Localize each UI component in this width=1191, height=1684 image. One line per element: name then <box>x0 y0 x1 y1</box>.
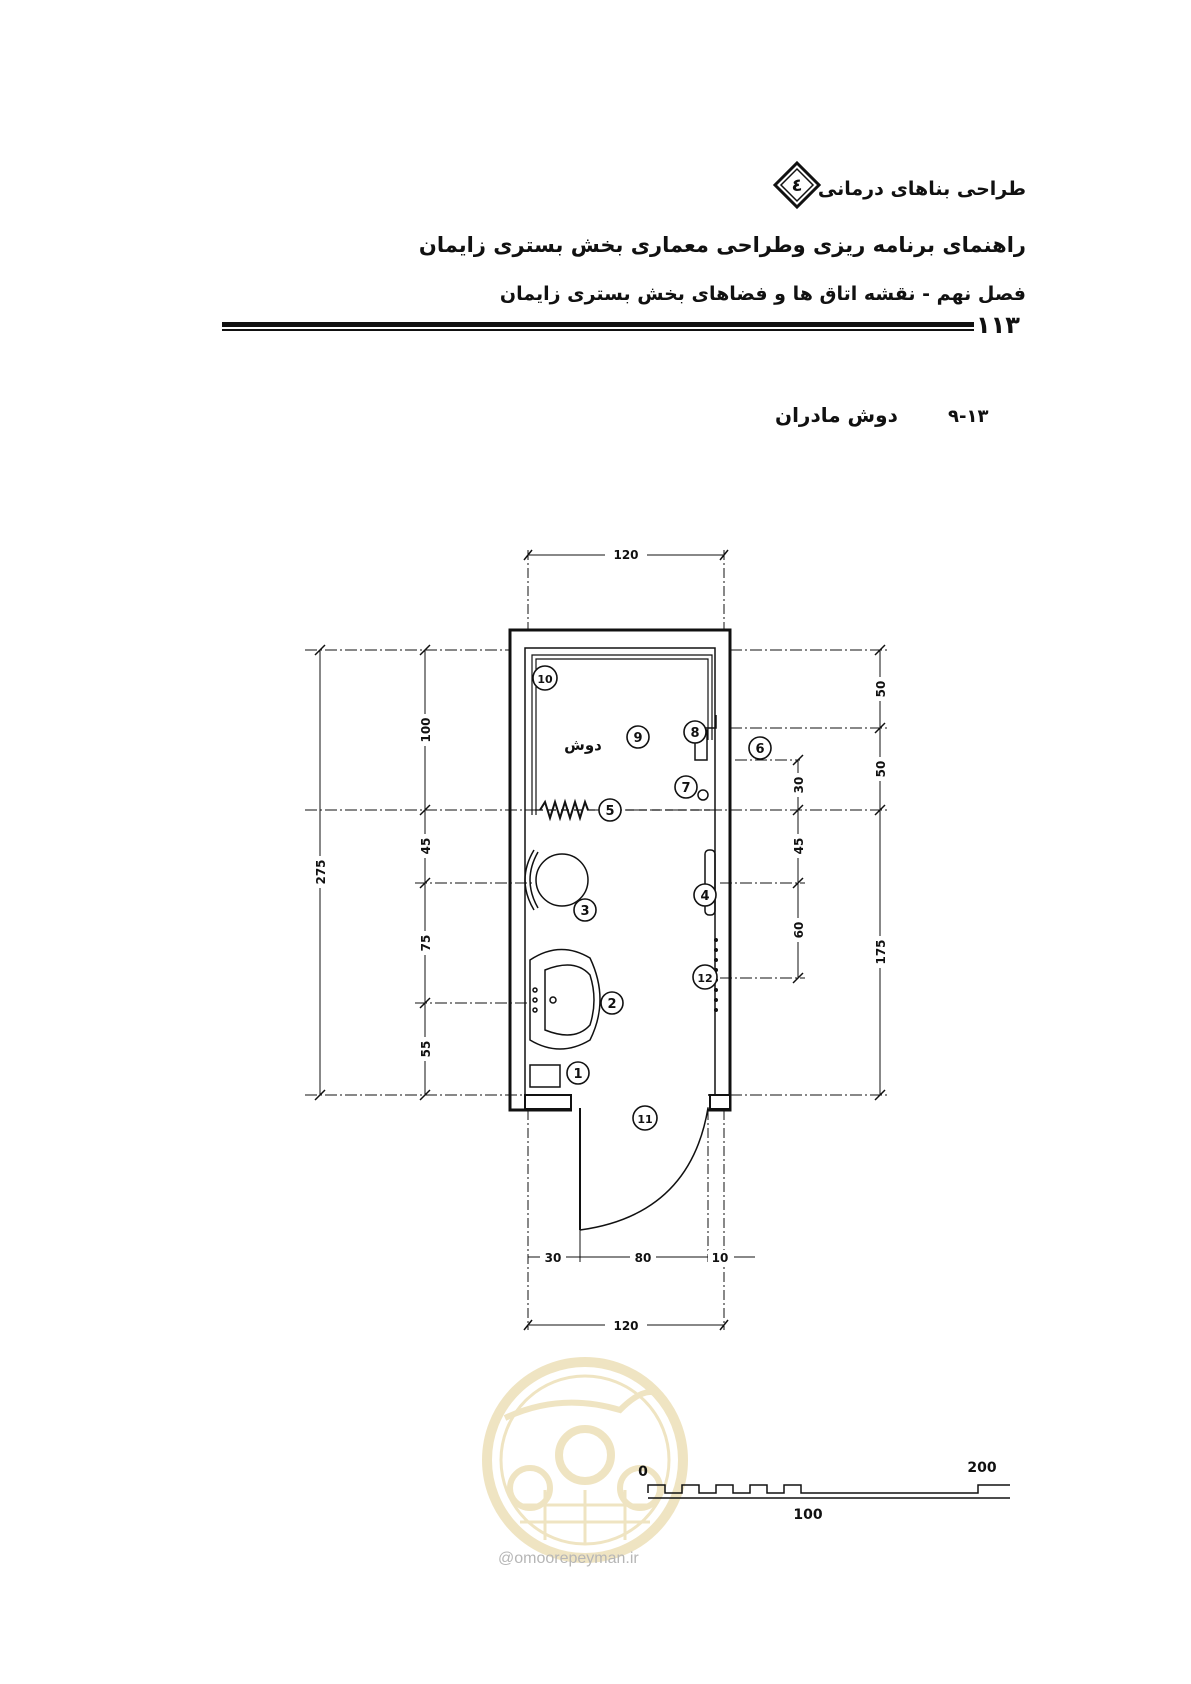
dim-right-50b: 50 <box>874 760 888 778</box>
svg-text:8: 8 <box>690 726 700 741</box>
svg-text:7: 7 <box>681 781 691 796</box>
callout-5 <box>599 799 621 821</box>
callout-2 <box>601 992 623 1014</box>
scale-bar <box>648 1485 1010 1498</box>
dim-door-left: 30 <box>544 1251 562 1265</box>
scale-start: 0 <box>638 1464 648 1480</box>
callout-6 <box>749 737 771 759</box>
section-title: دوش مادران <box>775 403 898 427</box>
book-title: راهنمای برنامه ریزی وطراحی معماری بخش بستری زایمان <box>418 233 1026 257</box>
bin <box>530 1065 560 1087</box>
room-label: دوش <box>564 736 602 754</box>
dim-left-55: 55 <box>419 1040 433 1058</box>
dim-inner-30: 30 <box>792 776 806 794</box>
callout-4 <box>694 884 716 906</box>
dim-inner-45: 45 <box>792 837 806 855</box>
chapter-title: فصل نهم - نقشه اتاق ها و فضاهای بخش بستری زایمان <box>499 283 1026 305</box>
callout-7 <box>675 776 697 798</box>
page-number: ۱۱۳ <box>976 311 1020 339</box>
callout-11 <box>633 1106 657 1130</box>
dim-total-height: 275 <box>314 859 328 885</box>
svg-text:1: 1 <box>573 1067 583 1082</box>
volume-number: ٤ <box>791 175 803 196</box>
svg-text:11: 11 <box>637 1113 653 1126</box>
dimension-labels <box>313 548 888 1333</box>
callout-1 <box>567 1062 589 1084</box>
dim-right-50a: 50 <box>874 680 888 698</box>
svg-text:6: 6 <box>755 742 765 757</box>
watermark-seal <box>487 1362 683 1558</box>
dim-left-45: 45 <box>419 837 433 855</box>
dim-left-75: 75 <box>419 934 433 952</box>
callout-12 <box>693 965 717 989</box>
svg-text:5: 5 <box>605 804 615 819</box>
dim-top-width: 120 <box>613 548 639 562</box>
dim-door-width: 80 <box>634 1251 652 1265</box>
watermark-url: @omoorepeyman.ir <box>498 1550 639 1567</box>
svg-text:12: 12 <box>697 972 713 985</box>
callout-9 <box>627 726 649 748</box>
walls <box>510 630 730 1110</box>
dim-right-175: 175 <box>874 939 888 965</box>
callout-3 <box>574 899 596 921</box>
scale-end: 200 <box>967 1460 997 1476</box>
dim-door-right: 10 <box>711 1251 729 1265</box>
washbasin <box>530 949 600 1049</box>
series-title: طراحی بناهای درمانی <box>817 178 1026 200</box>
section-number: ۹-۱۳ <box>948 406 989 427</box>
scale-mid: 100 <box>793 1507 823 1523</box>
svg-text:9: 9 <box>633 731 643 746</box>
svg-text:2: 2 <box>607 997 617 1012</box>
dim-inner-60: 60 <box>792 921 806 939</box>
dim-bottom-width: 120 <box>613 1319 639 1333</box>
svg-text:3: 3 <box>580 904 590 919</box>
callout-8 <box>684 721 706 743</box>
svg-text:10: 10 <box>537 673 553 686</box>
svg-text:4: 4 <box>700 889 710 904</box>
callout-10 <box>533 666 557 690</box>
dim-left-shower: 100 <box>419 717 433 743</box>
